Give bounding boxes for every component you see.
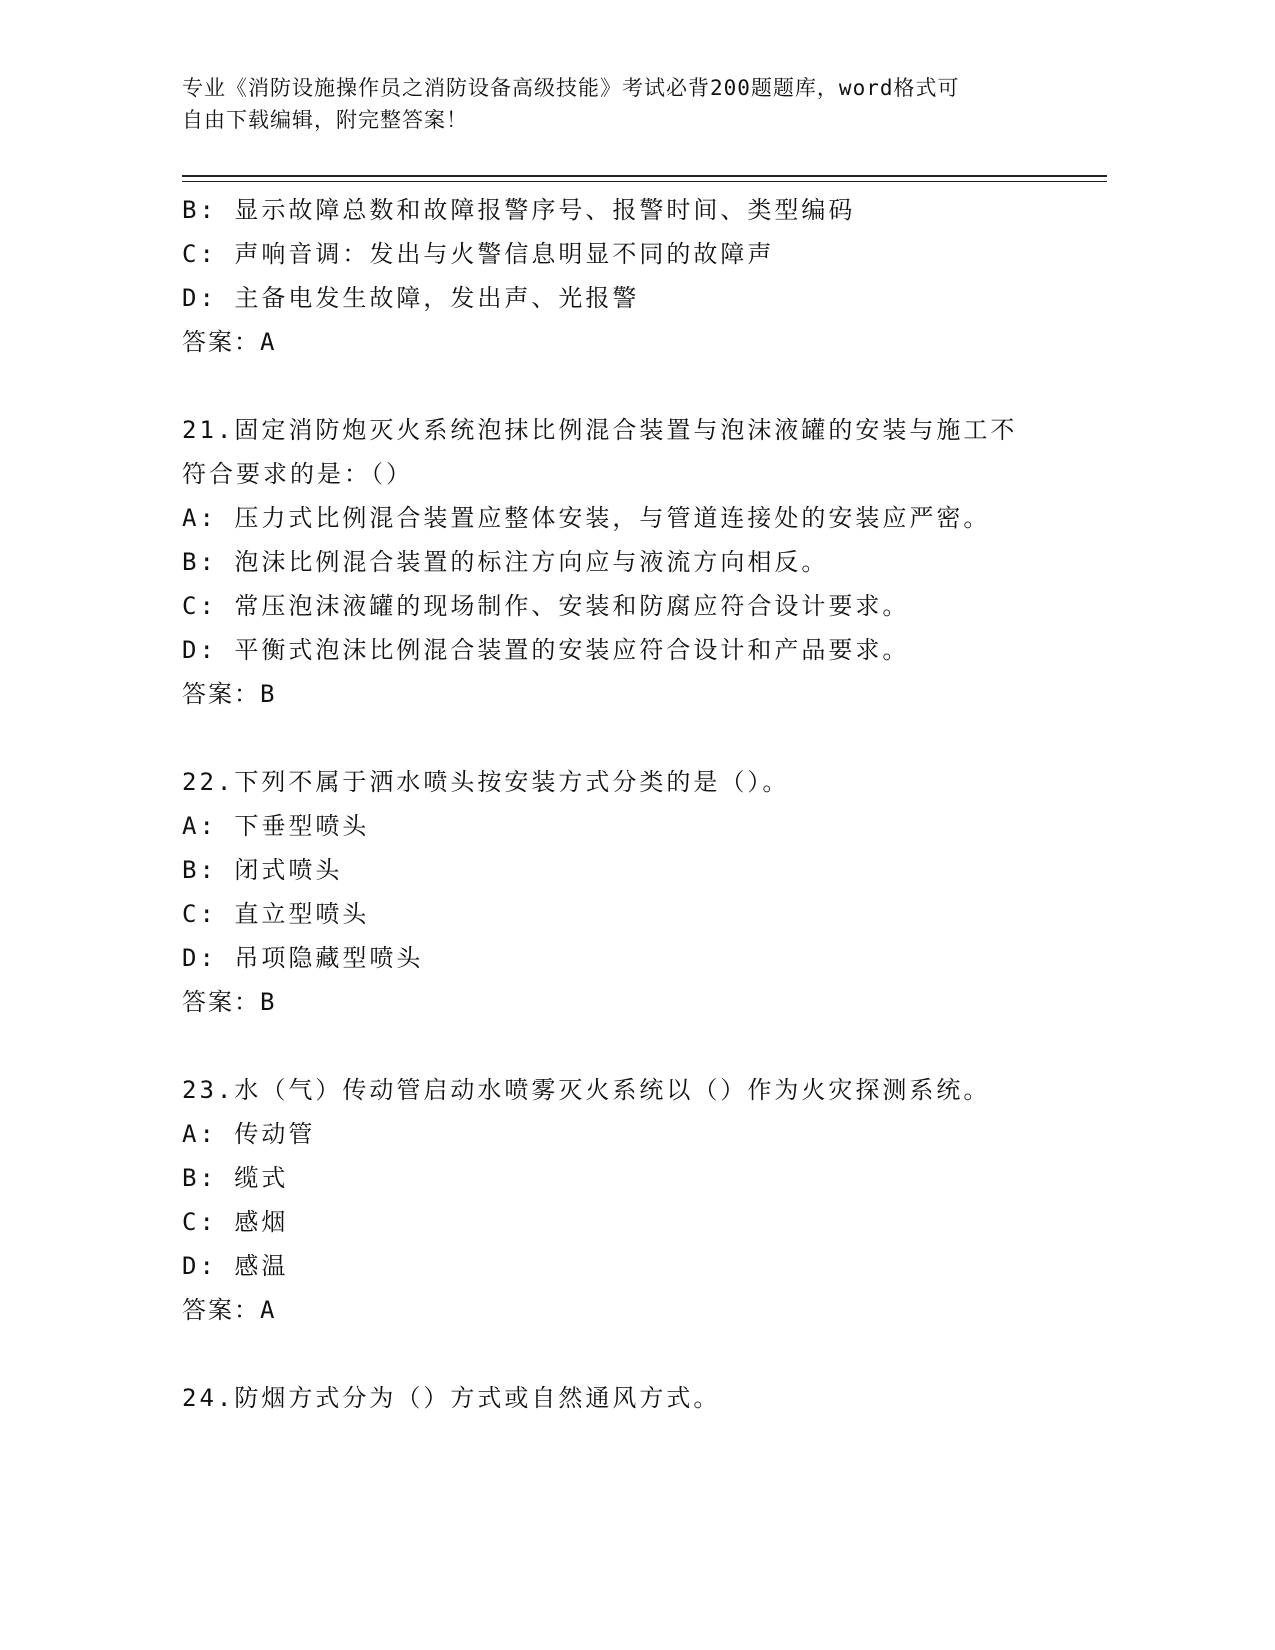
question-gap [182, 716, 1082, 760]
question-stem-line-1: 23.水（气）传动管启动水喷雾灭火系统以（）作为火灾探测系统。 [182, 1076, 991, 1104]
header-title-line-2: 自由下载编辑，附完整答案！ [182, 108, 468, 132]
answer-line [182, 320, 1082, 364]
question-list [182, 188, 1082, 1420]
answer-line [182, 1288, 1082, 1332]
header-divider-bottom [182, 181, 1107, 182]
answer-line [182, 980, 1082, 1024]
answer-label: 答案： [182, 680, 260, 708]
answer-label: 答案： [182, 328, 260, 356]
option-b: B: 闭式喷头 [182, 856, 343, 884]
document-header [182, 72, 1042, 136]
question-stem-line-1: 21.固定消防炮灭火系统泡抹比例混合装置与泡沫液罐的安装与施工不 [182, 416, 1018, 444]
question-block-21 [182, 408, 1082, 716]
question-block-24 [182, 1376, 1082, 1420]
option-d: D: 平衡式泡沫比例混合装置的安装应符合设计和产品要求。 [182, 636, 910, 664]
answer-value: A [260, 1296, 277, 1324]
option-a: A: 下垂型喷头 [182, 812, 370, 840]
option-d: D: 感温 [182, 1252, 289, 1280]
option-b: B: 显示故障总数和故障报警序号、报警时间、类型编码 [182, 196, 856, 224]
option-d: D: 主备电发生故障，发出声、光报警 [182, 284, 640, 312]
question-block-22 [182, 760, 1082, 1024]
option-c: C: 直立型喷头 [182, 900, 370, 928]
option-c: C: 声响音调：发出与火警信息明显不同的故障声 [182, 240, 775, 268]
option-d: D: 吊项隐藏型喷头 [182, 944, 424, 972]
answer-line [182, 672, 1082, 716]
answer-label: 答案： [182, 988, 260, 1016]
option-c: C: 常压泡沫液罐的现场制作、安装和防腐应符合设计要求。 [182, 592, 910, 620]
header-title-line-1: 专业《消防设施操作员之消防设备高级技能》考试必背200题题库，word格式可 [182, 76, 960, 100]
question-gap [182, 1332, 1082, 1376]
option-c: C: 感烟 [182, 1208, 289, 1236]
answer-value: B [260, 988, 277, 1016]
question-stem-line-1: 22.下列不属于洒水喷头按安装方式分类的是（）。 [182, 768, 790, 796]
answer-value: B [260, 680, 277, 708]
question-block-23 [182, 1068, 1082, 1332]
question-stem-line-2: 符合要求的是：（） [182, 460, 413, 488]
question-gap [182, 1024, 1082, 1068]
answer-label: 答案： [182, 1296, 260, 1324]
option-b: B: 泡沫比例混合装置的标注方向应与液流方向相反。 [182, 548, 829, 576]
header-divider-top [182, 175, 1107, 177]
question-gap [182, 364, 1082, 408]
option-a: A: 压力式比例混合装置应整体安装，与管道连接处的安装应严密。 [182, 504, 991, 532]
option-a: A: 传动管 [182, 1120, 316, 1148]
question-stem-line-1: 24.防烟方式分为（）方式或自然通风方式。 [182, 1384, 721, 1412]
answer-value: A [260, 328, 277, 356]
option-b: B: 缆式 [182, 1164, 289, 1192]
question-block-20-continued [182, 188, 1082, 364]
